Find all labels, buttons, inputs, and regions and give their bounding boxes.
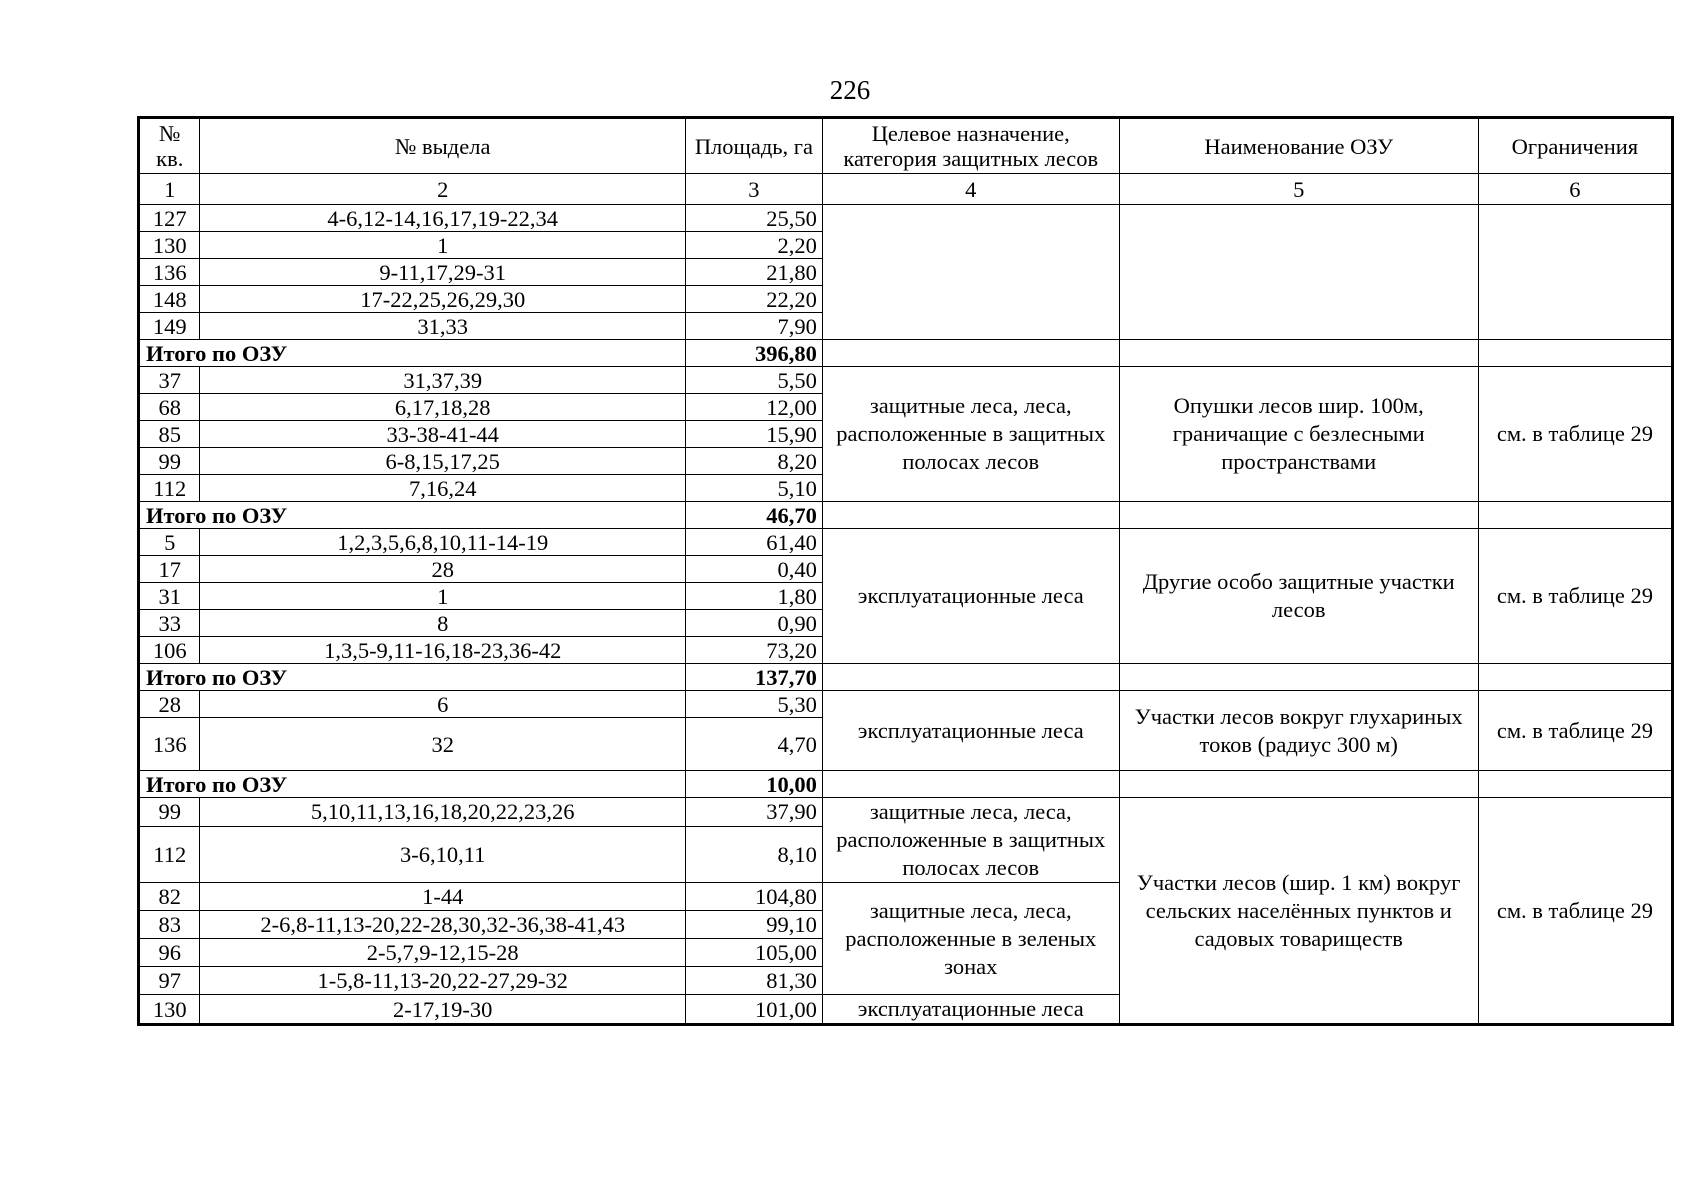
area-cell: 5,50 xyxy=(685,367,822,394)
restrictions-cell: см. в таблице 29 xyxy=(1478,691,1672,771)
vydel-cell: 1-5,8-11,13-20,22-27,29-32 xyxy=(200,967,685,995)
header-restrictions: Ограничения xyxy=(1478,118,1672,174)
vydel-cell: 1 xyxy=(200,583,685,610)
table-row xyxy=(139,205,1673,232)
total-area: 10,00 xyxy=(685,771,822,798)
restrictions-cell: см. в таблице 29 xyxy=(1478,798,1672,1025)
kv-cell: 82 xyxy=(139,883,200,911)
kv-cell: 28 xyxy=(139,691,200,718)
vydel-cell: 1 xyxy=(200,232,685,259)
total-label: Итого по ОЗУ xyxy=(139,340,200,367)
kv-cell: 96 xyxy=(139,939,200,967)
header-kv: № кв. xyxy=(139,118,200,174)
vydel-cell: 33-38-41-44 xyxy=(200,421,685,448)
purpose-cell: защитные леса, леса, расположенные в зеленых зонах xyxy=(822,883,1119,995)
area-cell: 8,10 xyxy=(685,826,822,882)
area-cell: 99,10 xyxy=(685,911,822,939)
vydel-cell: 4-6,12-14,16,17,19-22,34 xyxy=(200,205,685,232)
vydel-cell: 2-5,7,9-12,15-28 xyxy=(200,939,685,967)
ozu-name-cell: Опушки лесов шир. 100м, граничащие с безлесными пространствами xyxy=(1119,367,1478,502)
vydel-cell: 1-44 xyxy=(200,883,685,911)
vydel-cell: 31,33 xyxy=(200,313,685,340)
kv-cell: 130 xyxy=(139,995,200,1025)
vydel-cell: 9-11,17,29-31 xyxy=(200,259,685,286)
vydel-cell: 6-8,15,17,25 xyxy=(200,448,685,475)
vydel-cell: 1,2,3,5,6,8,10,11-14-19 xyxy=(200,529,685,556)
vydel-cell: 7,16,24 xyxy=(200,475,685,502)
area-cell: 4,70 xyxy=(685,718,822,771)
area-cell: 21,80 xyxy=(685,259,822,286)
header-ozu-name: Наименование ОЗУ xyxy=(1119,118,1478,174)
area-cell: 15,90 xyxy=(685,421,822,448)
area-cell: 5,30 xyxy=(685,691,822,718)
empty-cell xyxy=(1478,664,1672,691)
restrictions-cell xyxy=(1478,205,1672,340)
area-cell: 81,30 xyxy=(685,967,822,995)
purpose-cell: эксплуатационные леса xyxy=(822,995,1119,1025)
empty-cell xyxy=(1119,664,1478,691)
area-cell: 7,90 xyxy=(685,313,822,340)
vydel-cell: 2-17,19-30 xyxy=(200,995,685,1025)
kv-cell: 99 xyxy=(139,798,200,827)
vydel-cell: 2-6,8-11,13-20,22-28,30,32-36,38-41,43 xyxy=(200,911,685,939)
total-area: 137,70 xyxy=(685,664,822,691)
empty-cell xyxy=(1478,502,1672,529)
empty-cell xyxy=(822,664,1119,691)
kv-cell: 85 xyxy=(139,421,200,448)
restrictions-cell: см. в таблице 29 xyxy=(1478,529,1672,664)
vydel-cell: 1,3,5-9,11-16,18-23,36-42 xyxy=(200,637,685,664)
header-number: 1 xyxy=(139,174,200,205)
kv-cell: 17 xyxy=(139,556,200,583)
total-row xyxy=(139,502,1673,529)
empty-cell xyxy=(1478,771,1672,798)
area-cell: 104,80 xyxy=(685,883,822,911)
empty-cell xyxy=(822,771,1119,798)
purpose-cell: защитные леса, леса, расположенные в защитных полосах лесов xyxy=(822,798,1119,883)
kv-cell: 33 xyxy=(139,610,200,637)
table-row xyxy=(139,798,1673,827)
area-cell: 61,40 xyxy=(685,529,822,556)
ozu-name-cell: Участки лесов вокруг глухариных токов (радиус 300 м) xyxy=(1119,691,1478,771)
kv-cell: 136 xyxy=(139,259,200,286)
kv-cell: 83 xyxy=(139,911,200,939)
area-cell: 1,80 xyxy=(685,583,822,610)
vydel-cell: 8 xyxy=(200,610,685,637)
header-number: 6 xyxy=(1478,174,1672,205)
kv-cell: 148 xyxy=(139,286,200,313)
area-cell: 12,00 xyxy=(685,394,822,421)
kv-cell: 97 xyxy=(139,967,200,995)
kv-cell: 127 xyxy=(139,205,200,232)
total-row xyxy=(139,340,1673,367)
empty-cell xyxy=(822,502,1119,529)
empty-cell xyxy=(1478,340,1672,367)
area-cell: 25,50 xyxy=(685,205,822,232)
header-number: 3 xyxy=(685,174,822,205)
kv-cell: 37 xyxy=(139,367,200,394)
empty-cell xyxy=(822,340,1119,367)
kv-cell: 99 xyxy=(139,448,200,475)
table-header-row xyxy=(139,118,1673,174)
total-area: 46,70 xyxy=(685,502,822,529)
table-row xyxy=(139,691,1673,718)
kv-cell: 112 xyxy=(139,826,200,882)
empty-cell xyxy=(1119,340,1478,367)
ozu-name-cell: Участки лесов (шир. 1 км) вокруг сельских населённых пунктов и садовых товариществ xyxy=(1119,798,1478,1025)
kv-cell: 136 xyxy=(139,718,200,771)
kv-cell: 112 xyxy=(139,475,200,502)
header-number: 5 xyxy=(1119,174,1478,205)
area-cell: 37,90 xyxy=(685,798,822,827)
header-vydel: № выдела xyxy=(200,118,685,174)
kv-cell: 106 xyxy=(139,637,200,664)
kv-cell: 149 xyxy=(139,313,200,340)
vydel-cell: 28 xyxy=(200,556,685,583)
purpose-cell: защитные леса, леса, расположенные в защитных полосах лесов xyxy=(822,367,1119,502)
total-row xyxy=(139,664,1673,691)
vydel-cell: 31,37,39 xyxy=(200,367,685,394)
area-cell: 0,40 xyxy=(685,556,822,583)
table-header-numbers-row xyxy=(139,174,1673,205)
vydel-cell: 3-6,10,11 xyxy=(200,826,685,882)
area-cell: 73,20 xyxy=(685,637,822,664)
total-label: Итого по ОЗУ xyxy=(139,771,200,798)
page-number: 226 xyxy=(829,75,871,105)
kv-cell: 5 xyxy=(139,529,200,556)
area-cell: 0,90 xyxy=(685,610,822,637)
vydel-cell: 32 xyxy=(200,718,685,771)
ozu-table xyxy=(137,116,1674,1026)
vydel-cell: 5,10,11,13,16,18,20,22,23,26 xyxy=(200,798,685,827)
kv-cell: 130 xyxy=(139,232,200,259)
purpose-cell xyxy=(822,205,1119,340)
vydel-cell: 17-22,25,26,29,30 xyxy=(200,286,685,313)
empty-cell xyxy=(1119,502,1478,529)
area-cell: 2,20 xyxy=(685,232,822,259)
table-row xyxy=(139,529,1673,556)
table-row xyxy=(139,367,1673,394)
header-number: 4 xyxy=(822,174,1119,205)
header-area: Площадь, га xyxy=(685,118,822,174)
purpose-cell: эксплуатационные леса xyxy=(822,529,1119,664)
total-row xyxy=(139,771,1673,798)
area-cell: 8,20 xyxy=(685,448,822,475)
kv-cell: 31 xyxy=(139,583,200,610)
total-label: Итого по ОЗУ xyxy=(139,664,200,691)
area-cell: 105,00 xyxy=(685,939,822,967)
vydel-cell: 6 xyxy=(200,691,685,718)
header-number: 2 xyxy=(200,174,685,205)
ozu-name-cell: Другие особо защитные участки лесов xyxy=(1119,529,1478,664)
purpose-cell: эксплуатационные леса xyxy=(822,691,1119,771)
area-cell: 5,10 xyxy=(685,475,822,502)
area-cell: 101,00 xyxy=(685,995,822,1025)
empty-cell xyxy=(1119,771,1478,798)
total-area: 396,80 xyxy=(685,340,822,367)
kv-cell: 68 xyxy=(139,394,200,421)
header-purpose: Целевое назначение, категория защитных лесов xyxy=(822,118,1119,174)
restrictions-cell: см. в таблице 29 xyxy=(1478,367,1672,502)
total-label: Итого по ОЗУ xyxy=(139,502,200,529)
area-cell: 22,20 xyxy=(685,286,822,313)
vydel-cell: 6,17,18,28 xyxy=(200,394,685,421)
ozu-name-cell xyxy=(1119,205,1478,340)
